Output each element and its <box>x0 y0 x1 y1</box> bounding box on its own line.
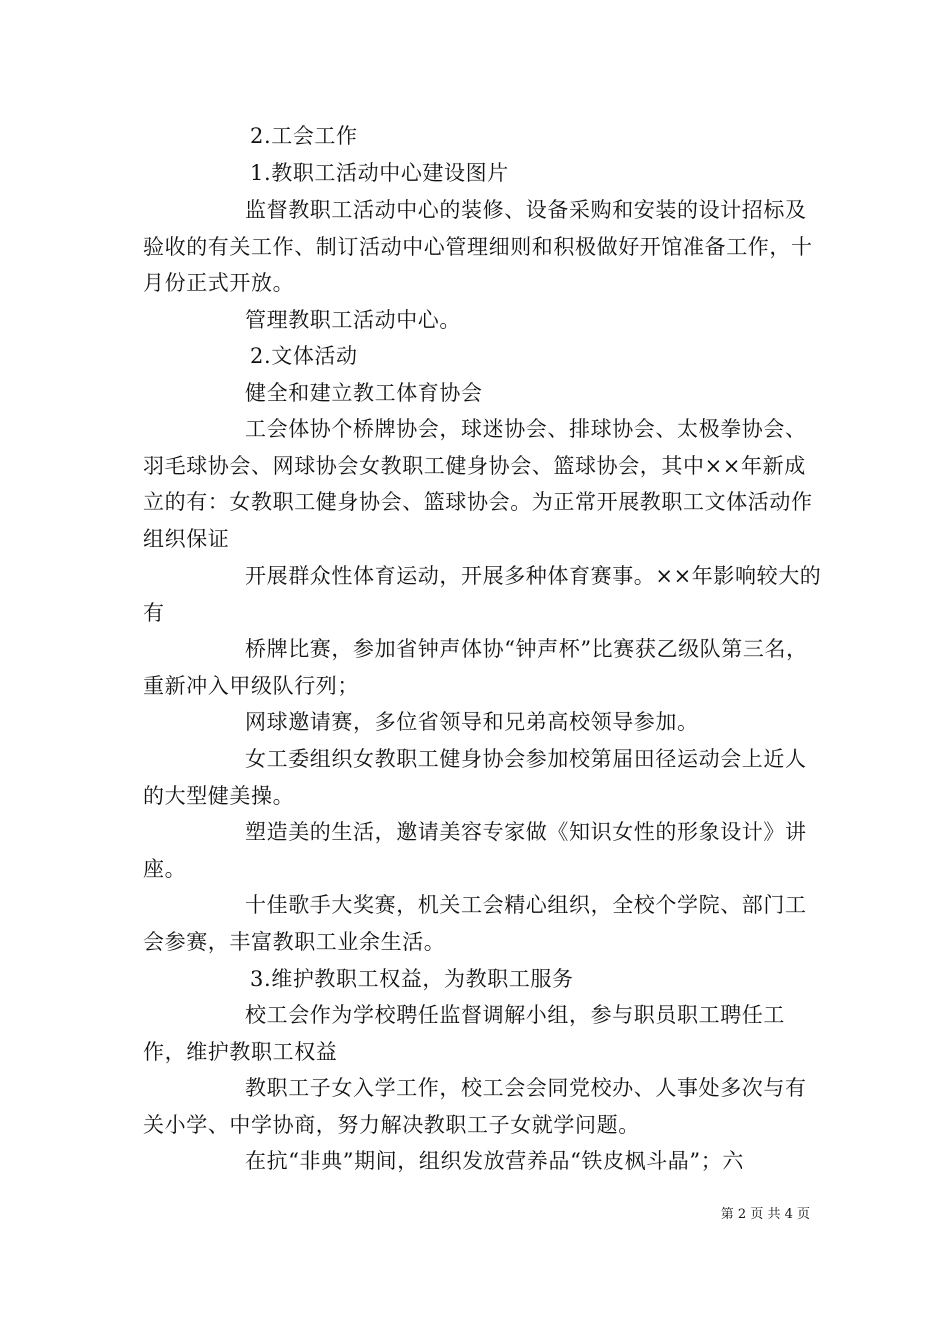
paragraph: 工会体协个桥牌协会，球迷协会、排球协会、太极拳协会、羽毛球协会、网球协会女教职工健身协会、篮球协会，其中××年新成立的有：女教职工健身协会、篮球协会。为正常开展教职工文体活动作组织保证 <box>143 417 813 551</box>
paragraph: 网球邀请赛，多位省领导和兄弟高校领导参加。 <box>245 710 699 734</box>
paragraph: 校工会作为学校聘任监督调解小组，参与职员职工聘任工作，维护教职工权益 <box>143 1003 785 1064</box>
paragraph: 管理教职工活动中心。 <box>245 308 461 332</box>
paragraph-heading: 3.维护教职工权益，为教职工服务 <box>250 967 574 991</box>
paragraph: 健全和建立教工体育协会 <box>245 381 483 405</box>
paragraph-heading: 2.工会工作 <box>250 124 358 148</box>
paragraph: 在抗“非典”期间，组织发放营养品“铁皮枫斗晶”；六 <box>245 1149 744 1173</box>
paragraph: 塑造美的生活，邀请美容专家做《知识女性的形象设计》讲座。 <box>143 820 807 881</box>
paragraph-heading: 2.文体活动 <box>250 344 358 368</box>
paragraph: 十佳歌手大奖赛，机关工会精心组织，全校个学院、部门工会参赛，丰富教职工业余生活。 <box>143 893 807 954</box>
paragraph: 监督教职工活动中心的装修、设备采购和安装的设计招标及验收的有关工作、制订活动中心管理细则和积极做好开馆准备工作，十月份正式开放。 <box>143 198 813 295</box>
paragraph: 桥牌比赛，参加省钟声体协“钟声杯”比赛获乙级队第三名，重新冲入甲级队行列； <box>143 637 808 698</box>
paragraph-heading: 1.教职工活动中心建设图片 <box>250 161 509 185</box>
paragraph: 女工委组织女教职工健身协会参加校第届田径运动会上近人的大型健美操。 <box>143 747 807 808</box>
page-footer: 第 2 页 共 4 页 <box>720 1207 810 1222</box>
paragraph: 开展群众性体育运动，开展多种体育赛事。××年影响较大的有 <box>143 564 822 625</box>
paragraph: 教职工子女入学工作，校工会会同党校办、人事处多次与有关小学、中学协商，努力解决教职工子女就学问题。 <box>143 1076 807 1137</box>
